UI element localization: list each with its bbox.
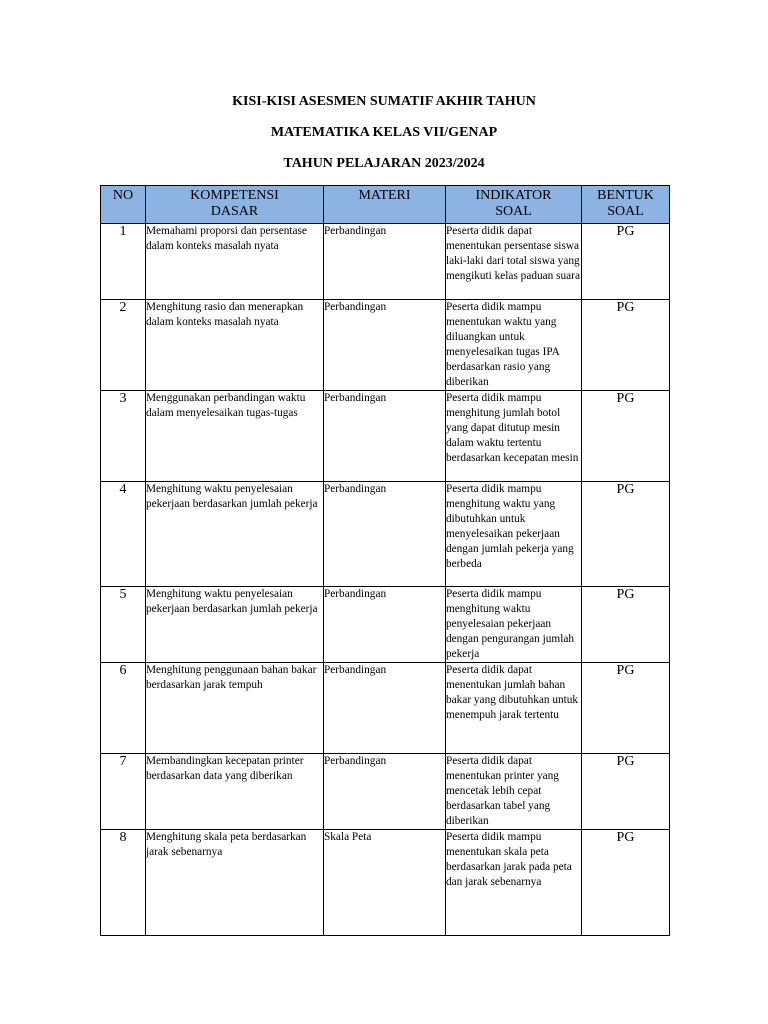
cell-no: 2 [101, 300, 146, 391]
cell-indikator: Peserta didik mampu menghitung waktu yang dibutuhkan untuk menyelesaikan pekerjaan dengan jumlah pekerja yang berbeda [446, 482, 582, 587]
header-materi: MATERI [324, 186, 446, 224]
cell-indikator: Peserta didik mampu menghitung jumlah botol yang dapat ditutup mesin dalam waktu tertentu berdasarkan kecepatan mesin [446, 391, 582, 482]
cell-bentuk-soal: PG [582, 391, 670, 482]
header-indikator-soal: INDIKATOR SOAL [446, 186, 582, 224]
cell-kompetensi-dasar: Memahami proporsi dan persentase dalam konteks masalah nyata [146, 224, 324, 300]
cell-bentuk-soal: PG [582, 482, 670, 587]
cell-indikator: Peserta didik mampu menentukan skala peta berdasarkan jarak pada peta dan jarak sebenarnya [446, 830, 582, 936]
table-row [101, 224, 670, 300]
cell-materi: Perbandingan [324, 587, 446, 663]
cell-materi: Perbandingan [324, 391, 446, 482]
header-no: NO [101, 186, 146, 224]
table-row [101, 391, 670, 482]
cell-materi: Perbandingan [324, 663, 446, 754]
cell-no: 7 [101, 754, 146, 830]
cell-bentuk-soal: PG [582, 754, 670, 830]
doc-title-line-1: KISI-KISI ASESMEN SUMATIF AKHIR TAHUN [232, 94, 536, 109]
cell-no: 4 [101, 482, 146, 587]
kisi-kisi-table [100, 185, 670, 936]
cell-materi: Perbandingan [324, 224, 446, 300]
cell-kompetensi-dasar: Membandingkan kecepatan printer berdasarkan data yang diberikan [146, 754, 324, 830]
cell-kompetensi-dasar: Menghitung waktu penyelesaian pekerjaan berdasarkan jumlah pekerja [146, 482, 324, 587]
cell-materi: Perbandingan [324, 754, 446, 830]
cell-indikator: Peserta didik dapat menentukan printer yang mencetak lebih cepat berdasarkan tabel yang diberikan [446, 754, 582, 830]
cell-no: 3 [101, 391, 146, 482]
table-row [101, 830, 670, 936]
cell-bentuk-soal: PG [582, 830, 670, 936]
cell-bentuk-soal: PG [582, 587, 670, 663]
cell-indikator: Peserta didik dapat menentukan persentase siswa laki-laki dari total siswa yang mengikuti kelas paduan suara [446, 224, 582, 300]
cell-no: 1 [101, 224, 146, 300]
cell-no: 8 [101, 830, 146, 936]
cell-bentuk-soal: PG [582, 224, 670, 300]
header-kompetensi-dasar: KOMPETENSI DASAR [146, 186, 324, 224]
cell-no: 5 [101, 587, 146, 663]
table-row [101, 300, 670, 391]
cell-kompetensi-dasar: Menghitung rasio dan menerapkan dalam konteks masalah nyata [146, 300, 324, 391]
cell-indikator: Peserta didik mampu menghitung waktu penyelesaian pekerjaan dengan pengurangan jumlah pekerja [446, 587, 582, 663]
cell-bentuk-soal: PG [582, 663, 670, 754]
doc-title-line-2: MATEMATIKA KELAS VII/GENAP [270, 125, 498, 140]
table-row [101, 754, 670, 830]
cell-indikator: Peserta didik dapat menentukan jumlah bahan bakar yang dibutuhkan untuk menempuh jarak tertentu [446, 663, 582, 754]
doc-title-line-3: TAHUN PELAJARAN 2023/2024 [283, 156, 485, 171]
cell-no: 6 [101, 663, 146, 754]
cell-kompetensi-dasar: Menghitung skala peta berdasarkan jarak sebenarnya [146, 830, 324, 936]
cell-bentuk-soal: PG [582, 300, 670, 391]
table-row [101, 663, 670, 754]
cell-materi: Skala Peta [324, 830, 446, 936]
cell-kompetensi-dasar: Menghitung waktu penyelesaian pekerjaan berdasarkan jumlah pekerja [146, 587, 324, 663]
cell-kompetensi-dasar: Menghitung penggunaan bahan bakar berdasarkan jarak tempuh [146, 663, 324, 754]
table-header-row [101, 186, 670, 224]
cell-indikator: Peserta didik mampu menentukan waktu yang diluangkan untuk menyelesaikan tugas IPA berdasarkan rasio yang diberikan [446, 300, 582, 391]
table-row [101, 587, 670, 663]
table-row [101, 482, 670, 587]
cell-kompetensi-dasar: Menggunakan perbandingan waktu dalam menyelesaikan tugas-tugas [146, 391, 324, 482]
header-bentuk-soal: BENTUK SOAL [582, 186, 670, 224]
cell-materi: Perbandingan [324, 482, 446, 587]
cell-materi: Perbandingan [324, 300, 446, 391]
